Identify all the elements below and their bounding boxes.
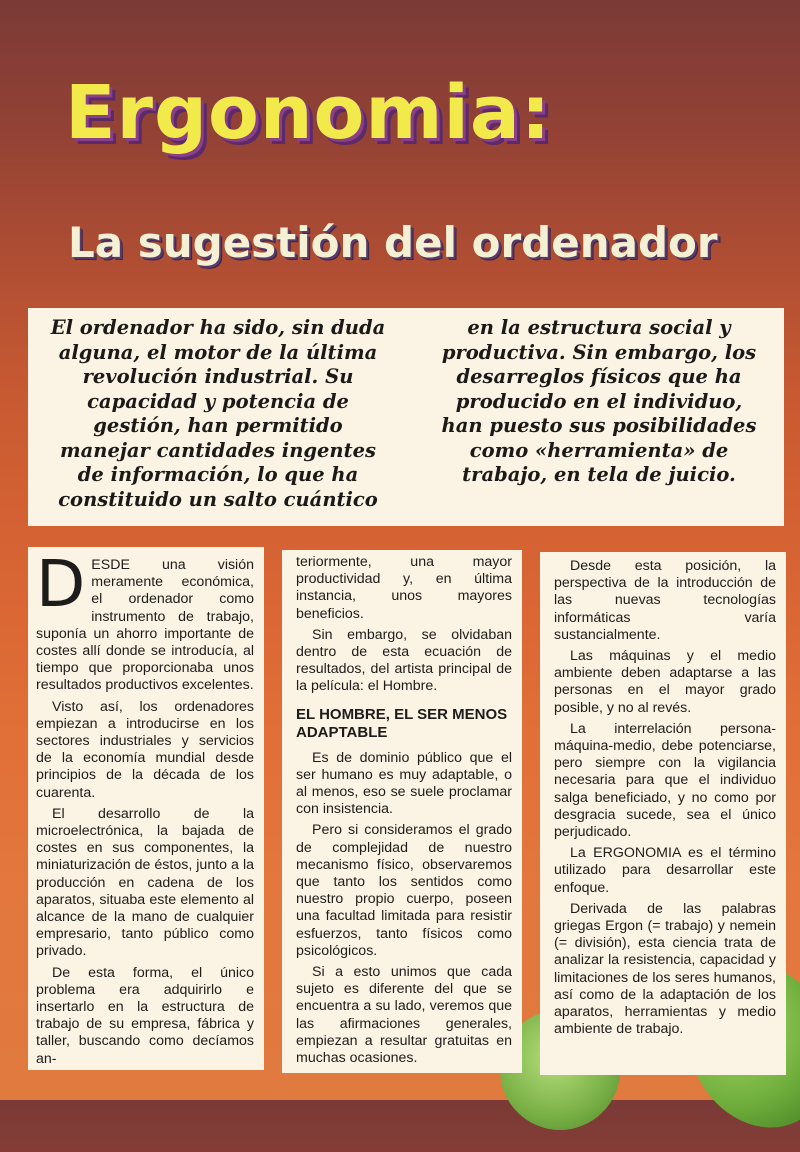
article-column-1 [28,547,264,1070]
section-heading: EL HOMBRE, EL SER MENOS ADAPTABLE [296,705,508,741]
paragraph-text: ESDE una visión meramente económica, el ordenador como instrumento de trabajo, suponía un ahorro importante de costes allí donde se introducía, al tiempo que proporcionaba unos resultados productivos excelentes. [36,557,254,694]
paragraph: Si a esto unimos que cada sujeto es diferente del que se encuentra a su lado, veremos que las afirmaciones generales, empiezan a resultar gratuitas en muchas ocasiones. [296,964,512,1067]
paragraph [36,548,254,695]
paragraph: De esta forma, el único problema era adquirirlo e insertarlo en la estructura de trabajo de su empresa, fábrica y taller, buscando como decíamos an- [36,964,254,1067]
paragraph: Las máquinas y el medio ambiente deben adaptarse a las personas en el mayor grado posible, y no al revés. [554,648,776,716]
paragraph: Desde esta posición, la perspectiva de la introducción de las nuevas tecnologías informáticas varía sustancialmente. [554,558,776,643]
paragraph: Visto así, los ordenadores empiezan a introducirse en los sectores industriales y servicios de la economía mundial desde principios de la década de los cuarenta. [36,698,254,801]
page-title: Ergonomia: [65,70,552,156]
paragraph: El desarrollo de la microelectrónica, la bajada de costes en sus componentes, la miniaturización de éstos, junto a la producción en cadena de los aparatos, situaba este elemento al alcance de la mano de cualquier empresario, tanto público como privado. [36,805,254,960]
paragraph: Pero si consideramos el grado de complejidad de nuestro mecanismo físico, observaremos que tanto los sentidos como nuestro propio cuerpo, poseen una facultad limitada para resistir esfuerzos, tanto físicos como psicológicos. [296,822,512,959]
paragraph: La ERGONOMIA es el término utilizado para desarrollar este enfoque. [554,845,776,896]
paragraph: Sin embargo, se olvidaban dentro de esta ecuación de resultados, del artista principal de la película: el Hombre. [296,626,512,695]
intro-box [28,308,784,526]
page-subtitle: La sugestión del ordenador [68,218,718,267]
intro-left: El ordenador ha sido, sin duda alguna, el motor de la última revolución industrial. Su capacidad y potencia de gestión, han permitido manejar cantidades ingentes de información, lo que ha constituido un salto cuántico [50,316,386,511]
article-column-3 [540,552,786,1075]
paragraph: Es de dominio público que el ser humano es muy adaptable, o al menos, eso se suele proclamar con insistencia. [296,749,512,818]
paragraph: Derivada de las palabras griegas Ergon (= trabajo) y nemein (= división), esta ciencia trata de analizar la resistencia, capacidad y limitaciones de los seres humanos, así como de la adaptación de los aparatos, herramientas y medio ambiente de trabajo. [554,900,776,1038]
drop-cap: D [36,548,86,622]
paragraph: La interrelación persona-máquina-medio, debe potenciarse, pero siempre con la vigilancia necesaria para que el individuo salga beneficiado, y no como por desgracia sucede, sea el único perjudicado. [554,720,776,841]
intro-right: en la estructura social y productiva. Sin embargo, los desarreglos físicos que ha producido en el individuo, han puesto sus posibilidades como «herramienta» de trabajo, en tela de juicio. [441,316,757,486]
paragraph: teriormente, una mayor productividad y, en última instancia, unos mayores beneficios. [296,554,512,622]
article-column-2 [282,550,522,1073]
